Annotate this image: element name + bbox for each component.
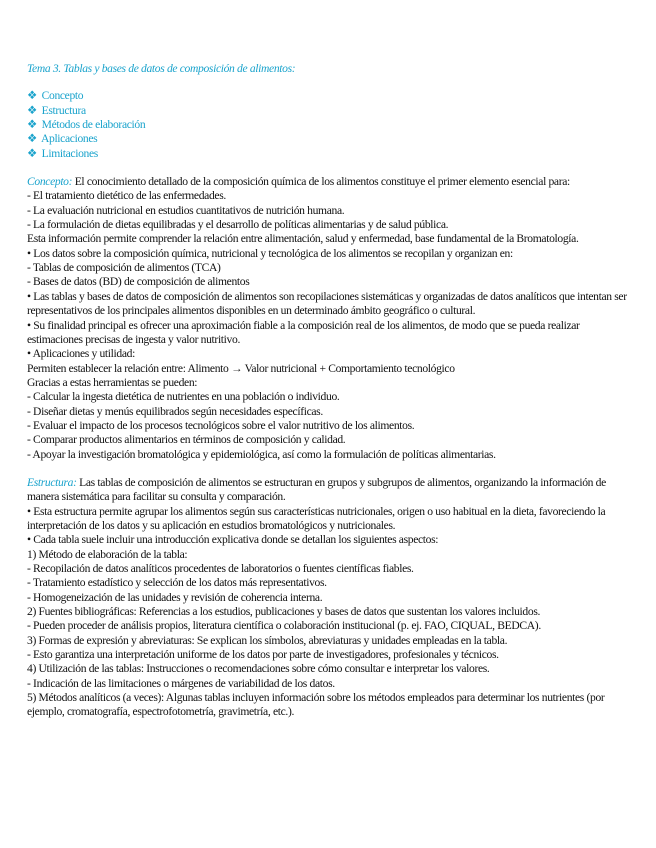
topic-label: Aplicaciones [40,132,98,146]
estructura-heading: Estructura: [27,475,77,489]
text-line: - Tablas de composición de alimentos (TCA) [27,261,221,275]
text-line: - Comparar productos alimentarios en términos de composición y calidad. [27,433,346,447]
text-line: 1) Método de elaboración de la tabla: [27,547,188,561]
topic-label: Limitaciones [41,146,98,160]
text-line: - La evaluación nutricional en estudios cuantitativos de nutrición humana. [27,203,345,217]
text-line: 5) Métodos analíticos (a veces): Algunas tablas incluyen información sobre los métodos empleados para determinar los nutrientes (por ejemplo, cromatografía, espectrofotometría, gravimetría, etc.). [27,691,605,719]
estructura-section [27,476,634,720]
text-line: - Apoyar la investigación bromatológica y epidemiológica, así como la formulación de políticas alimentarias. [27,447,496,461]
concepto-section [27,175,634,462]
topic-label: Estructura [41,103,86,117]
text-line: - Pueden proceder de análisis propios, literatura científica o colaboración institucional (p. ej. FAO, CIQUAL, BEDCA). [27,619,541,633]
concepto-lead: El conocimiento detallado de la composición química de los alimentos constituye el primer elemento esencial para: [72,175,570,189]
document-title: Tema 3. Tablas y bases de datos de composición de alimentos: [27,62,296,75]
topic-label: Métodos de elaboración [41,118,146,132]
text-line: - Evaluar el impacto de los procesos tecnológicos sobre el valor nutritivo de los alimentos. [27,418,415,432]
diamond-bullet-icon: ❖ [27,146,38,160]
text-line: 2) Fuentes bibliográficas: Referencias a los estudios, publicaciones y bases de datos que sustentan los valores incluidos. [27,605,541,619]
text-line: • Las tablas y bases de datos de composición de alimentos son recopilaciones sistemáticas y organizadas de datos analíticos que intentan ser representativos de los principales alimentos disponibles en un determinado ámbito geográfico o cultural. [27,289,627,318]
text-line: - Esto garantiza una interpretación uniforme de los datos por parte de investigadores, profesionales y técnicos. [27,648,499,662]
text-line: 4) Utilización de las tablas: Instrucciones o recomendaciones sobre cómo consultar e interpretar los valores. [27,662,490,676]
text-line: • Esta estructura permite agrupar los alimentos según sus características nutricionales, origen o uso habitual en la dieta, favoreciendo la interpretación de los datos y su aplicación en estudios bromatológicos y nutricionales. [27,504,606,532]
text-line: - Indicación de las limitaciones o márgenes de variabilidad de los datos. [27,676,335,690]
topic-item [27,89,634,103]
text-line: - Calcular la ingesta dietética de nutrientes en una población o individuo. [27,390,340,404]
concepto-heading: Concepto: [27,175,73,189]
topic-item [27,132,634,146]
topic-item [27,118,634,132]
concepto-lead-paragraph [27,175,634,189]
text-line: Permiten establecer la relación entre: Alimento → Valor nutricional + Comportamiento tecnológico [27,361,455,375]
estructura-lead: Las tablas de composición de alimentos se estructuran en grupos y subgrupos de alimentos, organizando la información de manera sistemática para facilitar su consulta y comparación. [27,475,606,504]
diamond-bullet-icon: ❖ [27,118,38,132]
topic-item [27,147,634,161]
text-line: Esta información permite comprender la relación entre alimentación, salud y enfermedad, base fundamental de la Bromatología. [27,232,579,246]
text-line: - Diseñar dietas y menús equilibrados según necesidades específicas. [27,404,323,418]
diamond-bullet-icon: ❖ [27,132,38,146]
text-line: - Recopilación de datos analíticos procedentes de laboratorios o fuentes científicas fiables. [27,562,414,575]
text-line: • Su finalidad principal es ofrecer una aproximación fiable a la composición real de los alimentos, de modo que se pueda realizar estimaciones precisas de ingesta y valor nutritivo. [27,318,580,346]
section-spacer [27,462,634,476]
text-line: • Cada tabla suele incluir una introducción explicativa donde se detallan los siguientes aspectos: [27,533,439,547]
text-line: - El tratamiento dietético de las enfermedades. [27,189,226,203]
diamond-bullet-icon: ❖ [27,103,38,117]
topic-item [27,104,634,118]
text-line: • Aplicaciones y utilidad: [27,347,135,361]
text-line: • Los datos sobre la composición química, nutricional y tecnológica de los alimentos se recopilan y organizan en: [27,246,513,260]
text-line: Gracias a estas herramientas se pueden: [27,375,198,389]
text-line: - Bases de datos (BD) de composición de alimentos [27,275,250,289]
estructura-lead-paragraph [27,476,634,505]
topic-list [27,89,634,161]
text-line: 3) Formas de expresión y abreviaturas: Se explican los símbolos, abreviaturas y unidades empleadas en la tabla. [27,633,508,647]
text-line: - Homogeneización de las unidades y revisión de coherencia interna. [27,590,323,604]
topic-label: Concepto [41,89,84,103]
text-line: - La formulación de dietas equilibradas y el desarrollo de políticas alimentarias y de salud pública. [27,218,449,232]
diamond-bullet-icon: ❖ [27,89,38,103]
text-line: - Tratamiento estadístico y selección de los datos más representativos. [27,576,327,590]
